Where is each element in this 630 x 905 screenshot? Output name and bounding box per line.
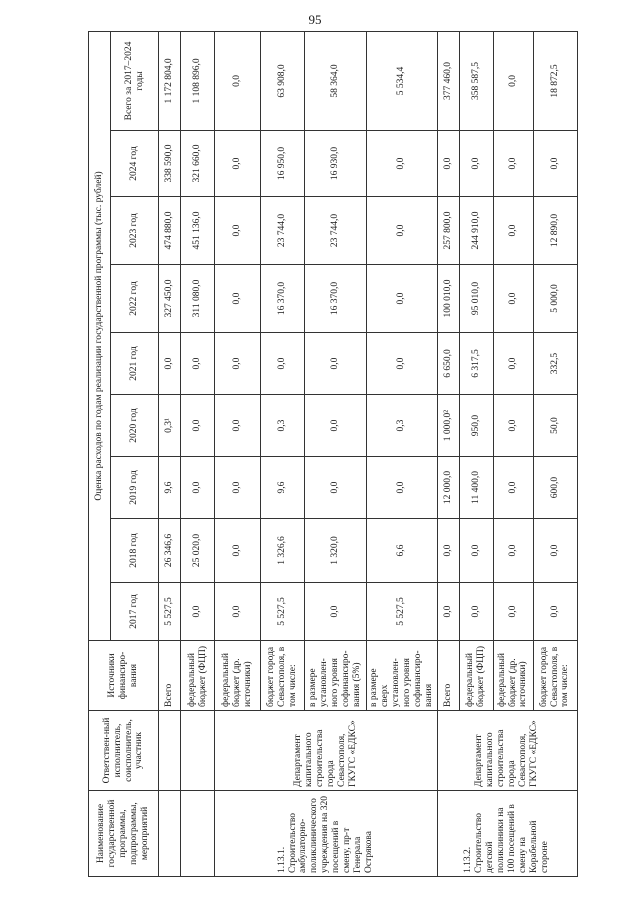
value-cell: 338 590,0 xyxy=(159,131,181,197)
value-cell: 327 450,0 xyxy=(159,265,181,333)
value-cell: 0,0 xyxy=(215,265,261,333)
value-cell: 358 587,5 xyxy=(459,31,493,130)
value-cell: 0,3¹ xyxy=(159,395,181,457)
value-cell: 6 317,5 xyxy=(459,333,493,395)
value-cell: 5 527,5 xyxy=(261,583,305,641)
value-cell: 0,0 xyxy=(533,583,577,641)
value-cell: 950,0 xyxy=(459,395,493,457)
table-rotation-wrapper xyxy=(88,32,571,877)
source-cell: в размере установлен-ного уровня софинансиро-вания (5%) xyxy=(305,641,367,711)
header-name: Наименование государственной программы, подпрограммы, мероприятий xyxy=(89,791,159,877)
header-year: 2024 год xyxy=(111,131,159,197)
value-cell: 0,3 xyxy=(367,395,438,457)
value-cell: 474 880,0 xyxy=(159,197,181,265)
header-source: Источники финансиро-вания xyxy=(89,641,159,711)
value-cell: 0,0 xyxy=(181,583,215,641)
value-cell: 11 400,0 xyxy=(459,457,493,519)
header-year: 2018 год xyxy=(111,519,159,583)
source-cell: бюджет города Севастополя, в том числе: xyxy=(261,641,305,711)
value-cell: 26 346,6 xyxy=(159,519,181,583)
source-cell: Всего xyxy=(159,641,181,711)
value-cell: 0,0 xyxy=(215,197,261,265)
budget-table xyxy=(88,31,578,877)
value-cell: 0,0 xyxy=(493,395,533,457)
value-cell: 100 010,0 xyxy=(437,265,459,333)
value-cell: 0,0 xyxy=(215,31,261,130)
header-year: 2017 год xyxy=(111,583,159,641)
value-cell: 0,0 xyxy=(437,519,459,583)
header-row-1 xyxy=(89,31,111,876)
value-cell: 0,0 xyxy=(533,131,577,197)
value-cell: 12 890,0 xyxy=(533,197,577,265)
table-row xyxy=(181,31,215,876)
value-cell: 0,0 xyxy=(215,519,261,583)
value-cell: 0,0 xyxy=(437,131,459,197)
value-cell: 0,0 xyxy=(159,333,181,395)
value-cell: 0,0 xyxy=(215,457,261,519)
value-cell: 50,0 xyxy=(533,395,577,457)
value-cell: 18 872,5 xyxy=(533,31,577,130)
table-row xyxy=(159,31,181,876)
value-cell: 1 326,6 xyxy=(261,519,305,583)
value-cell: 16 930,0 xyxy=(305,131,367,197)
value-cell: 0,0 xyxy=(367,333,438,395)
source-cell: в размере сверх установлен-ного уровня софинансиро-вания xyxy=(367,641,438,711)
value-cell: 0,0 xyxy=(493,131,533,197)
value-cell: 1 320,0 xyxy=(305,519,367,583)
value-cell: 0,0 xyxy=(493,31,533,130)
value-cell: 451 136,0 xyxy=(181,197,215,265)
value-cell: 5 527,5 xyxy=(367,583,438,641)
value-cell: 600,0 xyxy=(533,457,577,519)
value-cell: 5 527,5 xyxy=(159,583,181,641)
value-cell: 0,0 xyxy=(493,583,533,641)
value-cell: 0,0 xyxy=(215,131,261,197)
value-cell: 63 908,0 xyxy=(261,31,305,130)
source-cell: федеральный бюджет (ФЦП) xyxy=(459,641,493,711)
measure-name-1-13-1: 1.13.1. Строительство амбулаторно-поликлинического учреждения на 320 посещений в смену, пр-т Генерала Острякова xyxy=(215,791,438,877)
value-cell: 0,0 xyxy=(493,197,533,265)
value-cell: 0,0 xyxy=(215,395,261,457)
source-cell: бюджет города Севастополя, в том числе: xyxy=(533,641,577,711)
value-cell: 0,0 xyxy=(261,333,305,395)
value-cell: 0,0 xyxy=(459,519,493,583)
value-cell: 0,0 xyxy=(493,457,533,519)
header-year-total: Всего за 2017–2024 годы xyxy=(111,31,159,130)
value-cell: 9,6 xyxy=(159,457,181,519)
value-cell: 0,0 xyxy=(305,395,367,457)
name-cell-empty xyxy=(181,791,215,877)
value-cell: 244 910,0 xyxy=(459,197,493,265)
value-cell: 0,0 xyxy=(305,333,367,395)
header-year: 2021 год xyxy=(111,333,159,395)
source-cell: федеральный бюджет (др. источники) xyxy=(493,641,533,711)
header-year: 2020 год xyxy=(111,395,159,457)
value-cell: 0,0 xyxy=(367,265,438,333)
value-cell: 0,0 xyxy=(459,583,493,641)
value-cell: 0,0 xyxy=(305,583,367,641)
name-cell-empty xyxy=(159,791,181,877)
page-number: 95 xyxy=(308,12,322,27)
source-cell: федеральный бюджет (др. источники) xyxy=(215,641,261,711)
value-cell: 16 950,0 xyxy=(261,131,305,197)
value-cell: 0,0 xyxy=(215,583,261,641)
value-cell: 311 080,0 xyxy=(181,265,215,333)
value-cell: 0,0 xyxy=(181,395,215,457)
table-row xyxy=(437,31,459,876)
value-cell: 0,0 xyxy=(459,131,493,197)
value-cell: 0,0 xyxy=(367,457,438,519)
value-cell: 25 020,0 xyxy=(181,519,215,583)
value-cell: 23 744,0 xyxy=(305,197,367,265)
value-cell: 257 800,0 xyxy=(437,197,459,265)
value-cell: 1 000,0² xyxy=(437,395,459,457)
source-cell: Всего xyxy=(437,641,459,711)
value-cell: 0,0 xyxy=(305,457,367,519)
header-estimate-title: Оценка расходов по годам реализации государственной программы (тыс. рублей) xyxy=(89,31,111,640)
value-cell: 0,0 xyxy=(367,197,438,265)
table-row xyxy=(215,31,261,876)
header-year: 2023 год xyxy=(111,197,159,265)
executor-1-13-2: Департамент капитального строительства города Севастополя, ГКУГС «ЕДКС» xyxy=(437,711,577,791)
rotated-table-area xyxy=(88,32,571,877)
value-cell: 0,0 xyxy=(533,519,577,583)
value-cell: 1 172 804,0 xyxy=(159,31,181,130)
value-cell: 0,0 xyxy=(493,265,533,333)
value-cell: 321 660,0 xyxy=(181,131,215,197)
value-cell: 6,6 xyxy=(367,519,438,583)
value-cell: 95 010,0 xyxy=(459,265,493,333)
value-cell: 6 650,0 xyxy=(437,333,459,395)
value-cell: 16 370,0 xyxy=(261,265,305,333)
value-cell: 332,5 xyxy=(533,333,577,395)
value-cell: 12 000,0 xyxy=(437,457,459,519)
value-cell: 0,0 xyxy=(493,519,533,583)
measure-name-1-13-2: 1.13.2. Строительство детской поликлиники на 100 посещений в смену на Корабельной стороне xyxy=(437,791,577,877)
value-cell: 58 364,0 xyxy=(305,31,367,130)
header-executor: Ответствен-ный исполнитель, соисполнитель, участник xyxy=(89,711,159,791)
value-cell: 0,0 xyxy=(437,583,459,641)
value-cell: 5 000,0 xyxy=(533,265,577,333)
executor-1-13-1: Департамент капитального строительства города Севастополя, ГКУГС «ЕДКС» xyxy=(215,711,438,791)
executor-cell-empty xyxy=(181,711,215,791)
value-cell: 16 370,0 xyxy=(305,265,367,333)
value-cell: 0,3 xyxy=(261,395,305,457)
value-cell: 1 108 896,0 xyxy=(181,31,215,130)
value-cell: 0,0 xyxy=(215,333,261,395)
value-cell: 9,6 xyxy=(261,457,305,519)
value-cell: 23 744,0 xyxy=(261,197,305,265)
header-year: 2022 год xyxy=(111,265,159,333)
value-cell: 5 534,4 xyxy=(367,31,438,130)
header-year: 2019 год xyxy=(111,457,159,519)
value-cell: 0,0 xyxy=(367,131,438,197)
source-cell: федеральный бюджет (ФЦП) xyxy=(181,641,215,711)
executor-cell-empty xyxy=(159,711,181,791)
value-cell: 0,0 xyxy=(181,333,215,395)
value-cell: 0,0 xyxy=(493,333,533,395)
value-cell: 0,0 xyxy=(181,457,215,519)
value-cell: 377 460,0 xyxy=(437,31,459,130)
